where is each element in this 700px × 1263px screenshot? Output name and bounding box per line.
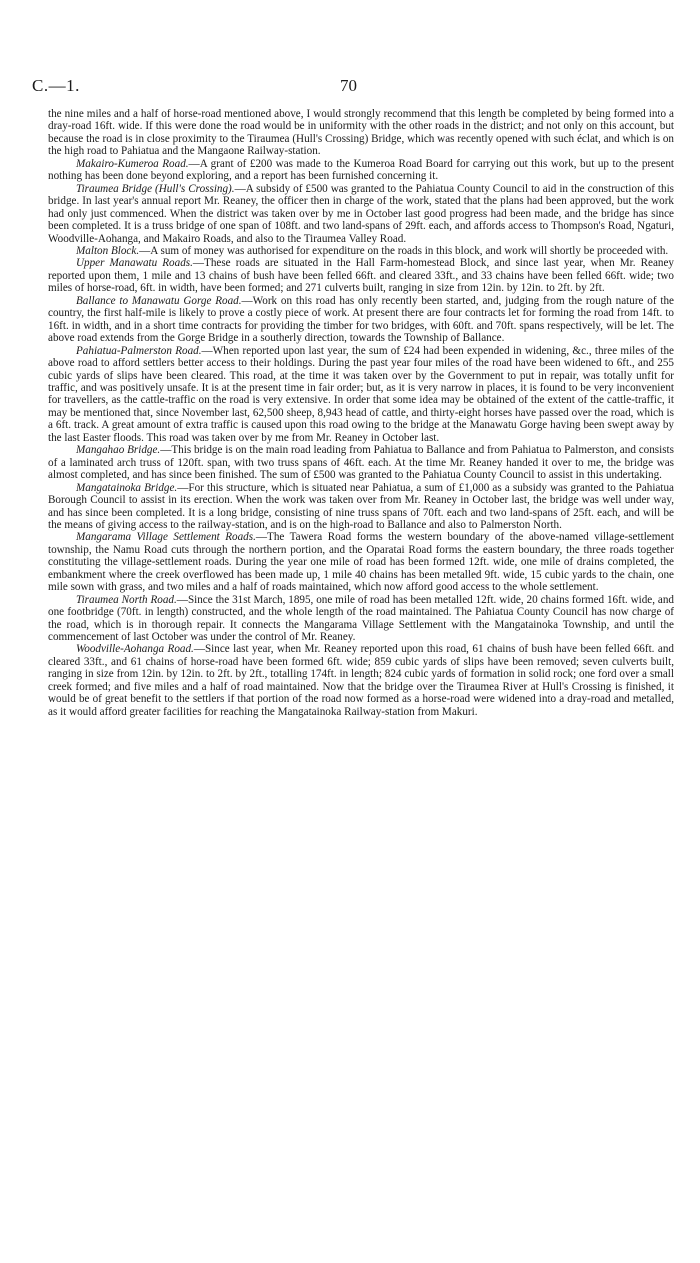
paragraph-heading: Mangarama Village Settlement Roads. — [76, 531, 256, 544]
paragraph-heading: Malton Block. — [76, 244, 140, 257]
paragraph-upper-manawatu-roads — [48, 257, 674, 294]
paragraph-mangarama-settlement-roads — [48, 531, 674, 593]
paragraph-text: —For this structure, which is situated near Pahiatua, a sum of £1,000 as a subsidy was granted to the Pahiatua Borough Council to assist in its erection. When the work was taken over from Mr. Reaney in October last, the bridge was well under way, and has since been completed. It is a long bridge, consisting of nine truss spans of 70ft. each and two land-spans of 25ft. each, and will be the means of giving access to the railway-station, and is on the high-road to Ballance and also to Palmerston North. — [48, 481, 675, 531]
paragraph-pahiatua-palmerston-road — [48, 345, 674, 445]
paragraph-text: —A sum of money was authorised for expenditure on the roads in this block, and work will shortly be proceeded with. — [139, 244, 669, 257]
paragraph-woodville-aohanga-road — [48, 643, 674, 718]
document-reference: C.—1. — [32, 76, 80, 95]
paragraph-heading: Tiraumea North Road. — [76, 593, 177, 606]
paragraph-makairo-kumeroa-road — [48, 158, 674, 183]
paragraph-tiraumea-bridge — [48, 183, 674, 245]
paragraph-heading: Woodville-Aohanga Road. — [76, 643, 194, 656]
paragraph-tiraumea-north-road — [48, 594, 674, 644]
paragraph-text: —Since the 31st March, 1895, one mile of road has been metalled 12ft. wide, 20 chains formed 16ft. wide, and one footbridge (70ft. in length) constructed, and the whole length of the road maintained. The Pahiatua County Council has now charge of the road, which is in thorough repair. It connects the Mangarama Village Settlement with the Mangatainoka Township, and until the commencement of last October was under the control of Mr. Reaney. — [48, 593, 674, 644]
page-header — [32, 76, 668, 98]
paragraph-text: —Work on this road has only recently been started, and, judging from the rough nature of the country, the first half-mile is likely to prove a costly piece of work. At present there are four contracts let for forming the road from 14ft. to 16ft. in width, and in a short time contracts for providing the timber for two bridges, with 60ft. and 70ft. spans respectively, will be let. The above road extends from the Gorge Bridge in a southerly direction, towards the Township of Ballance. — [48, 294, 674, 345]
paragraph-text: —Since last year, when Mr. Reaney reported upon this road, 61 chains of bush have been felled 66ft. and cleared 33ft., and 61 chains of horse-road have been formed 6ft. wide; 859 cubic yards of slips have been removed; seven culverts built, ranging in size from 12in. by 12in. to 2ft. by 2ft., totalling 174ft. in length; 824 cubic yards of formation in solid rock; one ford over a small creek formed; and five miles and a half of road maintained. Now that the bridge over the Tiraumea River at Hull's Crossing is finished, it would be of great benefit to the settlers if that portion of the road now formed as a horse-road were widened into a dray-road and metalled, as it would afford greater facilities for reaching the Mangatainoka Railway-station from Makuri. — [48, 643, 674, 718]
paragraph-text: —This bridge is on the main road leading from Pahiatua to Ballance and from Pahiatua to Palmerston, and consists of a laminated arch truss of 120ft. span, with two truss spans of 46ft. each. At the time Mr. Reaney handed it over to me, the bridge was almost completed, and has since been finished. The sum of £500 was granted to the Pahiatua County Council to assist in this undertaking. — [48, 444, 674, 482]
paragraph-heading: Makairo-Kumeroa Road. — [76, 157, 189, 170]
paragraph-malton-block — [48, 245, 674, 257]
paragraph-heading: Pahiatua-Palmerston Road. — [76, 344, 202, 357]
paragraph-continuation — [48, 108, 674, 158]
paragraph-mangahao-bridge — [48, 444, 674, 481]
paragraph-text: —The Tawera Road forms the western boundary of the above-named village-settlement township, the Namu Road cuts through the northern portion, and the Oparatai Road forms the eastern boundary, the three roads together constituting the village-settlement roads. During the year one mile of road has been formed 12ft. wide, one mile of drains completed, the embankment where the creek overflowed has been made up, 1 mile 40 chains has been metalled 9ft. wide, 15 cubic yards to the chain, one mile sown with grass, and two miles and a half of roads maintained, which now afford good access to the whole settlement. — [48, 531, 675, 594]
paragraph-heading: Mangatainoka Bridge. — [76, 481, 178, 494]
paragraph-heading: Upper Manawatu Roads. — [76, 257, 193, 270]
paragraph-heading: Tiraumea Bridge (Hull's Crossing). — [76, 182, 235, 195]
paragraph-text: —A subsidy of £500 was granted to the Pahiatua County Council to aid in the construction of this bridge. In last year's annual report Mr. Reaney, the officer then in charge of the work, stated that the plans had been approved, but the work had only just commenced. When the district was taken over by me in October last good progress had been made, and the bridge has since been completed. It is a truss bridge of one span of 108ft. and two land-spans of 29ft. each, and affords access to Thompson's Road, Ngaturi, Woodville-Aohanga, and Makairo Roads, and also to the Tiraumea Valley Road. — [48, 182, 674, 245]
paragraph-heading: Mangahao Bridge. — [76, 444, 161, 457]
paragraph-text: —A grant of £200 was made to the Kumeroa Road Board for carrying out this work, but up to the present nothing has been done beyond exploring, and a report has been furnished concerning it. — [48, 157, 674, 183]
body-text — [48, 108, 674, 718]
paragraph-mangatainoka-bridge — [48, 482, 674, 532]
paragraph-ballance-gorge-road — [48, 295, 674, 345]
paragraph-text: —When reported upon last year, the sum of £24 had been expended in widening, &c., three miles of the above road to afford settlers better access to their holdings. During the past year four miles of the road have been widened to 6ft., and 255 cubic yards of slips have been cleared. This road, at the time it was taken over by the Government to put in repair, was totally unfit for traffic, and was positively unsafe. It is at the present time in fair order; but, as it is very narrow in places, it is found to be very inconvenient for travellers, as the cattle-traffic on the road is very extensive. In order that some idea may be obtained of the extent of the cattle-traffic, it may be mentioned that, since November last, 62,500 sheep, 8,943 head of cattle, and thirty-eight horses have passed over the road, which is a 6ft. track. A great amount of extra traffic is caused upon this road owing to the bridge at the Manawatu Gorge having been swept away by the last Easter floods. This road was taken over by me from Mr. Reaney in October last. — [48, 344, 675, 444]
page-number: 70 — [340, 76, 357, 95]
paragraph-heading: Ballance to Manawatu Gorge Road. — [76, 294, 242, 307]
paragraph-text: —These roads are situated in the Hall Farm-homestead Block, and since last year, when Mr. Reaney reported upon them, 1 mile and 13 chains of bush have been felled 66ft. and cleared 33ft., and 33 chains have been felled 66ft. wide; two miles of horse-road, 6ft. in width, have been formed; and 271 culverts built, ranging in size from 12in. by 12in. to 2ft. by 2ft. — [48, 257, 674, 295]
paragraph-text: the nine miles and a half of horse-road mentioned above, I would strongly recommend that this length be completed by being formed into a dray-road 16ft. wide. If this were done the road would be in uniformity with the other roads in the district; and not only on this account, but because the road is in close proximity to the Tiraumea (Hull's Crossing) Bridge, which was recently opened with such éclat, and which is on the high road to Pahiatua and the Mangaone Railway-station. — [48, 108, 674, 158]
